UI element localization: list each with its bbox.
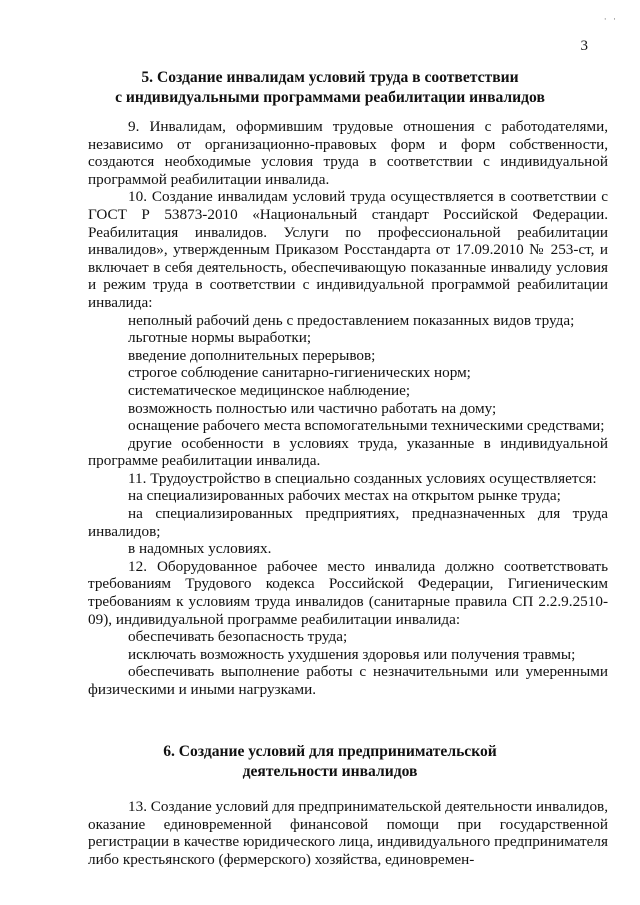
list-item: строгое соблюдение санитарно-гигиенических норм;	[128, 364, 471, 382]
list-item: другие особенности в условиях труда, указанные в индивидуальной программе реабилитации инвалида.	[88, 434, 608, 470]
section-6-title-line-2: деятельности инвалидов	[242, 763, 418, 780]
paragraph-9: 9. Инвалидам, оформившим трудовые отношения с работодателями, независимо от организационно-правовых форм и форм собственности, создаются необходимые условия труда в соответствии с индивидуальной программой реабилитации инвалида.	[88, 118, 608, 188]
list-item: льготные нормы выработки;	[128, 329, 312, 347]
section-6-heading	[70, 742, 590, 782]
list-item: систематическое медицинское наблюдение;	[128, 381, 411, 399]
section-5-title-line-1: 5. Создание инвалидам условий труда в соответствии	[141, 69, 519, 86]
list-item: обеспечивать выполнение работы с незначительными или умеренными физическими и иными нагрузками.	[88, 663, 608, 698]
paragraph-13: 13. Создание условий для предпринимательской деятельности инвалидов, оказание единовременной финансовой помощи при государственной регистрации в качестве юридического лица, индивидуального предпринимателя либо крестьянского (фермерского) хозяйства, единовремен-	[88, 798, 608, 868]
section-5-title-line-2: с индивидуальными программами реабилитации инвалидов	[115, 89, 545, 106]
paragraph-10: 10. Создание инвалидам условий труда осуществляется в соответствии с ГОСТ Р 53873-2010 «Национальный стандарт Российской Федерации. Реабилитация инвалидов. Услуги по профессиональной реабилитации инвалидов», утвержденным Приказом Росстандарта от 17.09.2010 № 253-ст, и включает в себя деятельность, обеспечивающую показанные инвалиду условия и режим труда в соответствии с индивидуальной программой реабилитации инвалида:	[88, 188, 608, 311]
section-5-body	[88, 118, 608, 699]
list-item: исключать возможность ухудшения здоровья или получения травмы;	[128, 645, 576, 663]
section-6-title-line-1: 6. Создание условий для предпринимательской	[163, 743, 497, 760]
list-item: обеспечивать безопасность труда;	[128, 628, 348, 646]
list-item: на специализированных предприятиях, предназначенных для труда инвалидов;	[88, 505, 608, 540]
list-item: оснащение рабочего места вспомогательными техническими средствами;	[128, 417, 605, 435]
corner-marks: · ·	[603, 14, 618, 24]
page-number: 3	[580, 38, 588, 54]
paragraph-12: 12. Оборудованное рабочее место инвалида должно соответствовать требованиям Трудового кодекса Российской Федерации, Гигиеническим требованиям к условиям труда инвалидов (санитарные правила СП 2.2.9.2510-09), индивидуальной программе реабилитации инвалида:	[88, 557, 608, 628]
paragraph-11: 11. Трудоустройство в специально созданных условиях осуществляется:	[128, 469, 597, 487]
list-item: в надомных условиях.	[128, 540, 272, 558]
list-item: неполный рабочий день с предоставлением показанных видов труда;	[128, 311, 575, 329]
section-5-heading	[70, 68, 590, 108]
list-item: возможность полностью или частично работать на дому;	[128, 399, 497, 417]
list-item: на специализированных рабочих местах на открытом рынке труда;	[128, 487, 561, 505]
section-6-body	[88, 798, 608, 868]
list-item: введение дополнительных перерывов;	[128, 346, 376, 364]
